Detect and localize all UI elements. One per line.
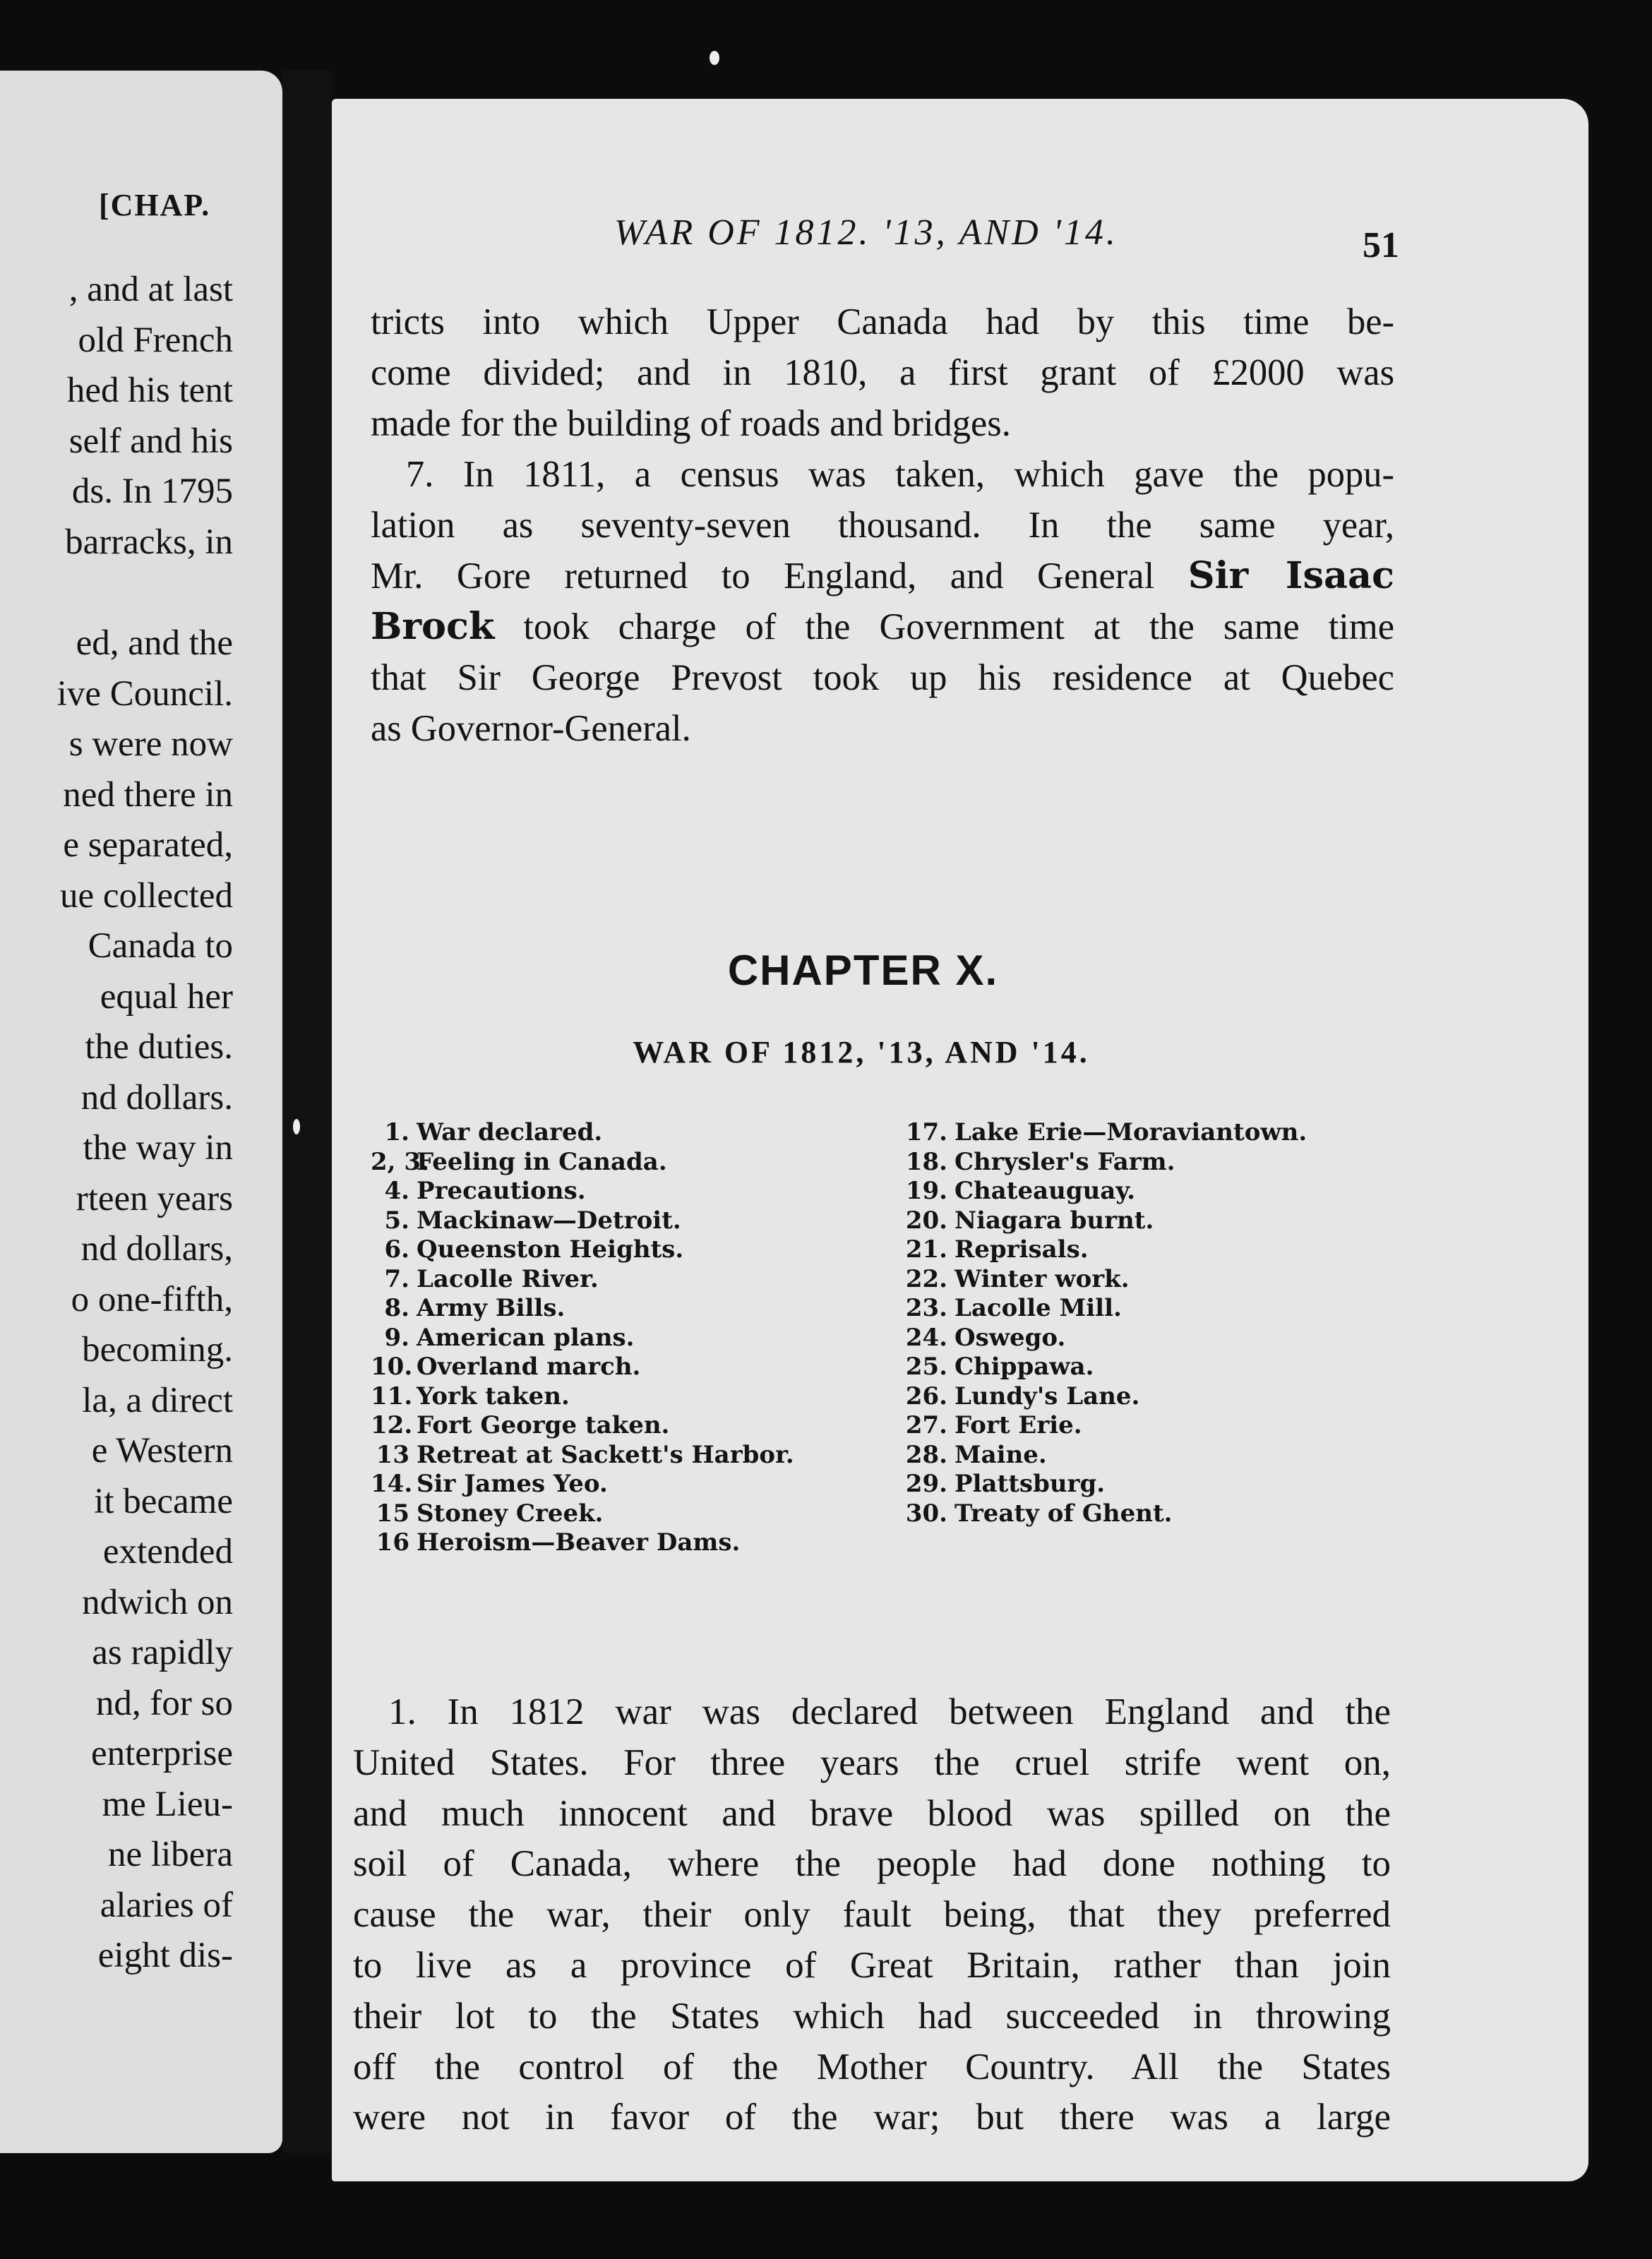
left-line: ne libera [108, 1835, 233, 1874]
contents-item: 11. York taken. [371, 1382, 570, 1410]
book-gutter [282, 71, 332, 2153]
left-line: equal her [100, 976, 233, 1017]
text-line: United States. For three years the cruel strife went on, [353, 1742, 1391, 1783]
contents-item: 23. Lacolle Mill. [905, 1294, 1122, 1322]
left-line: extended [102, 1532, 233, 1571]
left-line: la, a direct [82, 1380, 233, 1420]
text-line: off the control of the Mother Country. All the States [353, 2046, 1391, 2087]
left-line: ive Council. [56, 673, 233, 714]
text-line: as Governor-General. [371, 708, 691, 749]
contents-item: 16 Heroism—Beaver Dams. [376, 1528, 741, 1557]
left-line: me Lieu- [102, 1784, 233, 1824]
left-chapter-marker: [CHAP. [99, 188, 211, 222]
left-line: nd dollars. [80, 1077, 233, 1117]
page-number: 51 [1363, 225, 1399, 265]
contents-item: 18. Chrysler's Farm. [905, 1147, 1175, 1176]
text-line: their lot to the States which had succeeded in throwing [353, 1995, 1391, 2037]
text-line: made for the building of roads and bridges. [371, 403, 1011, 444]
text-line: Brock took charge of the Government at the same time [371, 605, 1395, 648]
contents-item: 6. Queenston Heights. [384, 1235, 684, 1264]
text-line: tricts into which Upper Canada had by this time be- [371, 301, 1394, 342]
contents-item: 14. Sir James Yeo. [371, 1470, 608, 1498]
left-line: e Western [91, 1431, 233, 1470]
left-line: the duties. [85, 1027, 233, 1067]
left-line: as rapidly [92, 1633, 233, 1672]
contents-item: 7. Lacolle River. [384, 1264, 599, 1293]
contents-item: 17. Lake Erie—Moraviantown. [905, 1118, 1307, 1146]
contents-item: 9. American plans. [384, 1323, 635, 1352]
left-line: ndwich on [82, 1582, 233, 1622]
contents-item: 1. War declared. [384, 1118, 603, 1146]
chapter-subtitle: WAR OF 1812, '13, AND '14. [633, 1035, 1090, 1069]
scan-speck [293, 1119, 300, 1134]
text-line: come divided; and in 1810, a first grant of £2000 was [371, 352, 1394, 393]
left-line: e separated, [63, 825, 233, 865]
text-line: that Sir George Prevost took up his residence at Quebec [371, 657, 1394, 698]
contents-item: 22. Winter work. [905, 1264, 1130, 1293]
left-line: becoming. [82, 1330, 233, 1370]
text-line: Mr. Gore returned to England, and General Sir Isaac [371, 554, 1395, 597]
paragraph-bottom [353, 1687, 1391, 2143]
contents-item: 27. Fort Erie. [905, 1411, 1082, 1439]
text-line: 7. In 1811, a census was taken, which gave the popu- [406, 454, 1394, 495]
scan-speck [710, 51, 719, 65]
left-line: ed, and the [76, 623, 233, 663]
left-line: hed his tent [66, 371, 233, 410]
left-line: the way in [83, 1128, 233, 1168]
left-line: Canada to [88, 926, 233, 966]
left-line: ue collected [60, 875, 233, 916]
contents-item: 15 Stoney Creek. [376, 1499, 604, 1528]
contents-item: 26. Lundy's Lane. [905, 1382, 1140, 1410]
text-line: were not in favor of the war; but there was a large [353, 2097, 1391, 2138]
left-page-text [0, 265, 233, 1982]
contents-item: 24. Oswego. [905, 1323, 1066, 1352]
left-line: nd, for so [95, 1683, 233, 1723]
left-line: old French [78, 320, 233, 360]
contents-list-right [897, 1118, 1391, 1528]
contents-item: 5. Mackinaw—Detroit. [384, 1206, 681, 1235]
text-line: to live as a province of Great Britain, rather than join [353, 1944, 1391, 1986]
contents-item: 2, 3.Feeling in Canada. [371, 1147, 667, 1176]
left-line: ned there in [63, 774, 233, 815]
left-line: it became [94, 1481, 233, 1521]
contents-item: 13 Retreat at Sackett's Harbor. [376, 1440, 794, 1469]
contents-item: 12. Fort George taken. [371, 1411, 670, 1439]
chapter-heading: CHAPTER X. [727, 947, 999, 994]
bold-name: Sir Isaac [1187, 554, 1395, 597]
contents-item: 19. Chateauguay. [905, 1177, 1136, 1205]
contents-item: 29. Plattsburg. [905, 1470, 1106, 1498]
left-facing-page [0, 71, 282, 2153]
paragraph-top [371, 296, 1394, 754]
running-title: WAR OF 1812. '13, AND '14. [614, 212, 1118, 253]
left-line: eight dis- [97, 1936, 233, 1975]
left-line: nd dollars, [80, 1229, 233, 1269]
left-line: self and his [68, 421, 233, 461]
contents-item: 21. Reprisals. [905, 1235, 1089, 1264]
left-line: alaries of [100, 1885, 233, 1925]
left-line: rteen years [76, 1178, 233, 1218]
contents-item: 28. Maine. [905, 1440, 1047, 1469]
text-line: cause the war, their only fault being, that they preferred [353, 1894, 1391, 1936]
left-line: enterprise [90, 1734, 233, 1773]
text-line: soil of Canada, where the people had done nothing to [353, 1843, 1391, 1885]
book-page [332, 99, 1588, 2181]
left-line: ds. In 1795 [71, 472, 233, 511]
contents-item: 8. Army Bills. [384, 1294, 565, 1322]
contents-item: 10. Overland march. [371, 1353, 641, 1381]
left-line: o one-fifth, [71, 1279, 233, 1319]
contents-item: 20. Niagara burnt. [905, 1206, 1154, 1235]
contents-item: 4. Precautions. [384, 1177, 586, 1205]
left-line: s were now [68, 724, 233, 764]
bold-name: Brock [371, 605, 495, 648]
text-line: and much innocent and brave blood was spilled on the [353, 1792, 1391, 1834]
contents-list-left [371, 1118, 865, 1558]
text-line: 1. In 1812 war was declared between England and the [388, 1691, 1391, 1732]
contents-item: 25. Chippawa. [905, 1353, 1094, 1381]
left-line: , and at last [68, 270, 233, 309]
text-line: lation as seventy-seven thousand. In the same year, [371, 505, 1394, 546]
left-line: barracks, in [65, 522, 233, 562]
contents-item: 30. Treaty of Ghent. [905, 1499, 1173, 1528]
